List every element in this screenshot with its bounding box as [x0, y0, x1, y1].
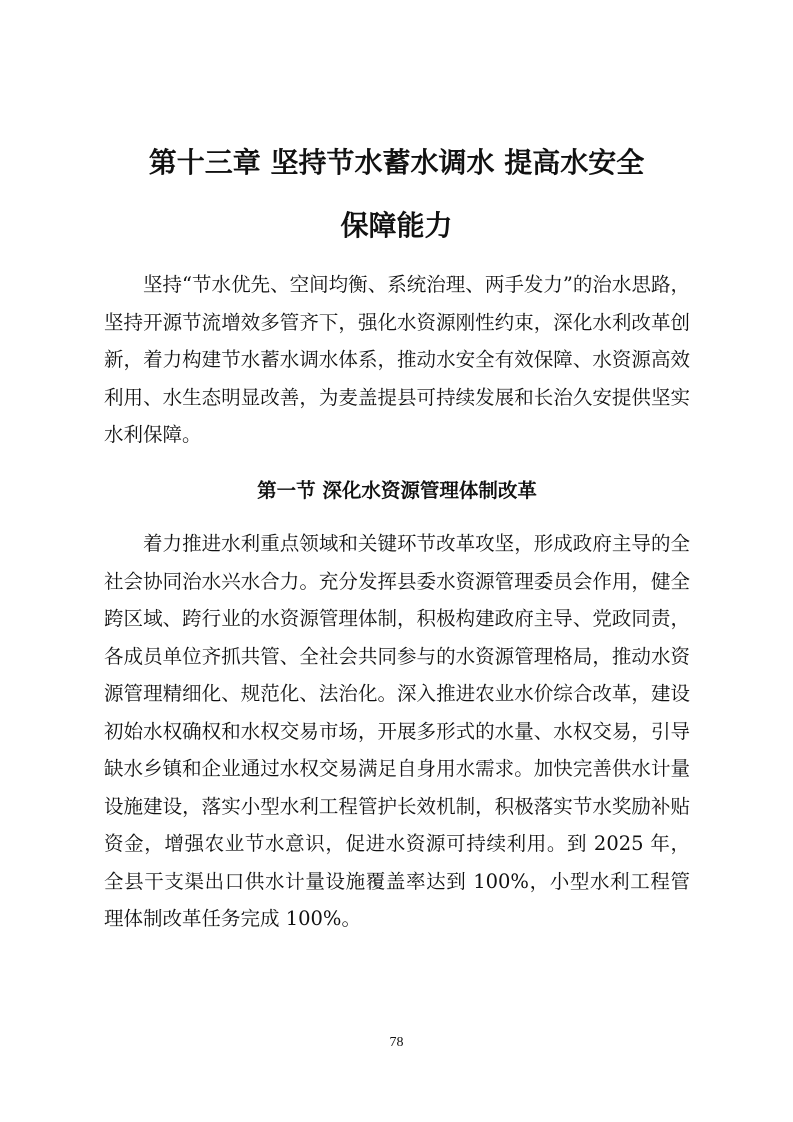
section-paragraph: 着力推进水利重点领域和关键环节改革攻坚，形成政府主导的全社会协同治水兴水合力。充分发挥县委水资源管理委员会作用，健全跨区域、跨行业的水资源管理体制，积极构建政府主导、党政同责，各成员单位齐抓共管、全社会共同参与的水资源管理格局，推动水资源管理精细化、规范化、法治化。深入推进农业水价综合改革，建设初始水权确权和水权交易市场，开展多形式的水量、水权交易，引导缺水乡镇和企业通过水权交易满足自身用水需求。加快完善供水计量设施建设，落实小型水利工程管护长效机制，积极落实节水奖励补贴资金，增强农业节水意识，促进水资源可持续利用。到 2025 年，全县干支渠出口供水计量设施覆盖率达到 100%，小型水利工程管理体制改革任务完成 100%。 — [104, 532, 690, 930]
chapter-title-line-1: 第十三章 坚持节水蓄水调水 提高水安全 — [148, 146, 645, 179]
page-number: 78 — [389, 1035, 404, 1050]
chapter-title-line-2: 保障能力 — [340, 209, 453, 242]
section-title: 第一节 深化水资源管理体制改革 — [257, 479, 537, 502]
intro-paragraph: 坚持“节水优先、空间均衡、系统治理、两手发力”的治水思路，坚持开源节流增效多管齐下，强化水资源刚性约束，深化水利改革创新，着力构建节水蓄水调水体系，推动水安全有效保障、水资源高效利用、水生态明显改善，为麦盖提县可持续发展和长治久安提供坚实水利保障。 — [104, 273, 690, 446]
